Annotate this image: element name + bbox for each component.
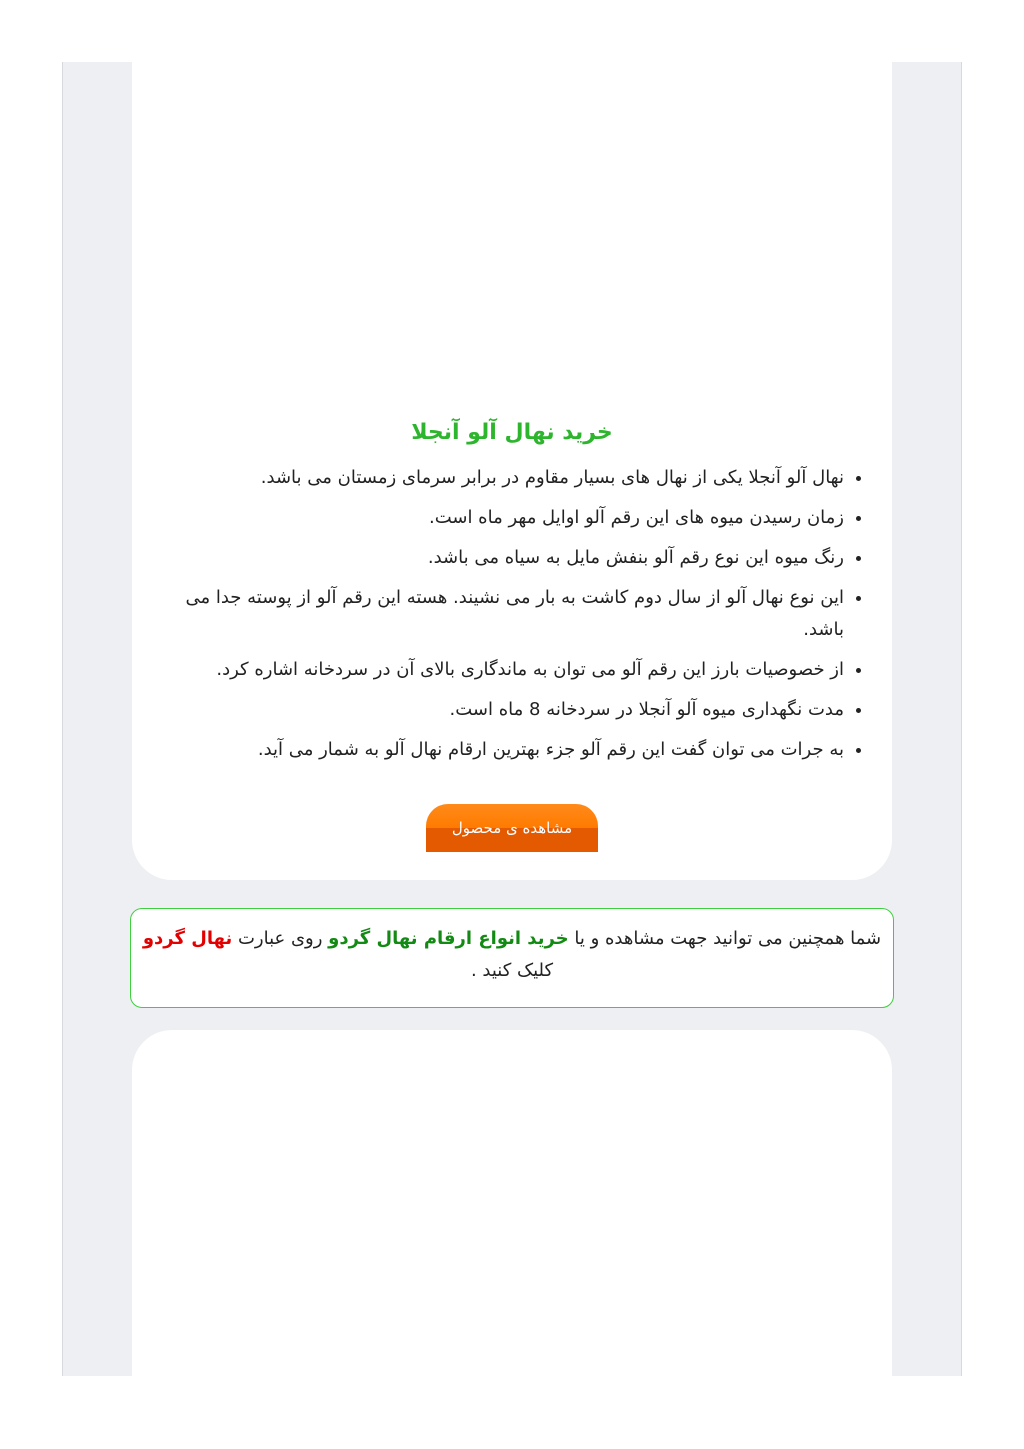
feature-item: • نهال آلو آنجلا یکی از نهال های بسیار مقاوم در برابر سرمای زمستان می باشد. (144, 462, 844, 494)
view-product-button[interactable]: مشاهده ی محصول (426, 804, 598, 852)
feature-list (144, 462, 862, 774)
feature-item: • به جرات می توان گفت این رقم آلو جزء بهترین ارقام نهال آلو به شمار می آید. (144, 734, 844, 766)
walnut-seedling-link[interactable]: نهال گردو (142, 928, 233, 949)
feature-item: • رنگ میوه این نوع رقم آلو بنفش مایل به سیاه می باشد. (144, 542, 844, 574)
notice-text-after: کلیک کنید . (470, 960, 554, 981)
page-background (62, 62, 962, 1376)
notice-text-middle: روی عبارت (232, 928, 329, 949)
feature-item: • مدت نگهداری میوه آلو آنجلا در سردخانه 8 ماه است. (144, 694, 844, 726)
next-product-card (132, 1030, 892, 1376)
feature-item: • زمان رسیدن میوه های این رقم آلو اوایل مهر ماه است. (144, 502, 844, 534)
feature-item: • این نوع نهال آلو از سال دوم کاشت به بار می نشیند. هسته این رقم آلو از پوسته جدا می باشد. (144, 582, 844, 646)
notice-text-before: شما همچنین می توانید جهت مشاهده و یا (568, 928, 882, 949)
product-title: خرید نهال آلو آنجلا (411, 420, 613, 445)
buy-walnut-link[interactable]: خرید انواع ارقام نهال گردو (328, 928, 569, 949)
walnut-notice-box (130, 908, 894, 1008)
product-card (132, 62, 892, 880)
feature-item: • از خصوصیات بارز این رقم آلو می توان به ماندگاری بالای آن در سردخانه اشاره کرد. (144, 654, 844, 686)
